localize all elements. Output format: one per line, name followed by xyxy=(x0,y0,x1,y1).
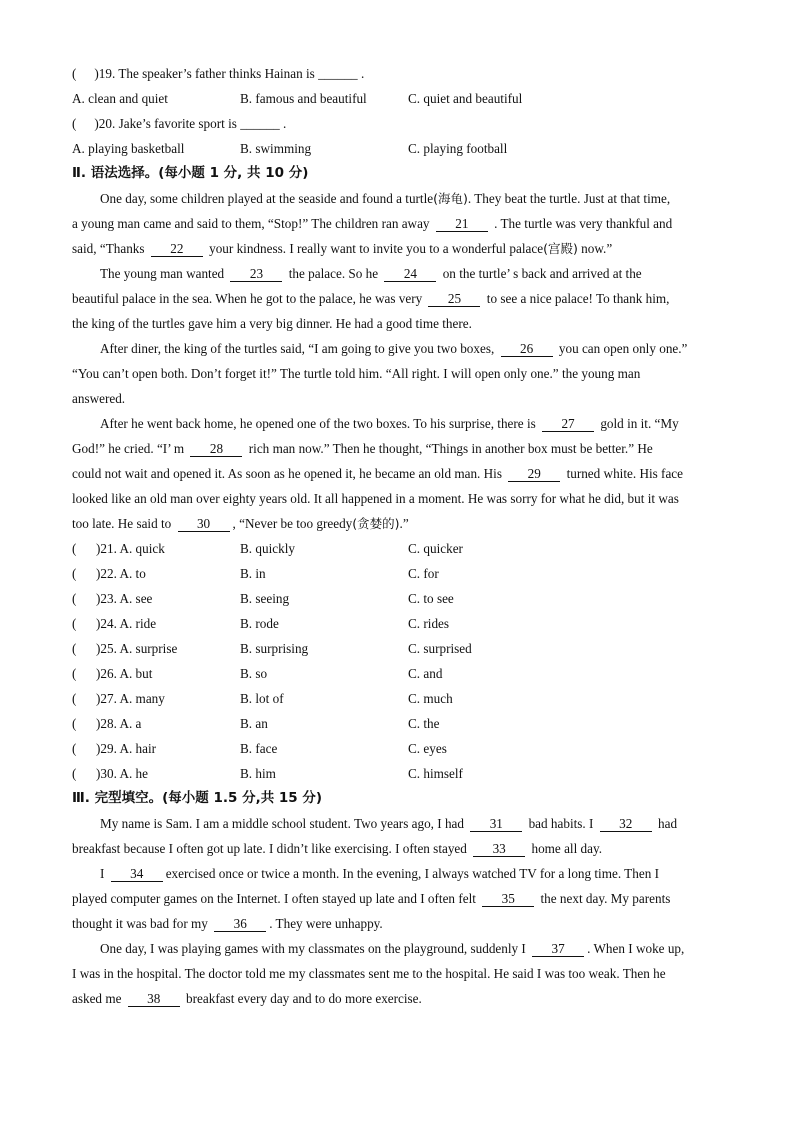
text: to see a nice palace! To thank him, xyxy=(486,291,670,306)
blank-29[interactable]: 29 xyxy=(508,466,560,482)
blank-28[interactable]: 28 xyxy=(190,441,242,457)
option-a: )24. A. ride xyxy=(96,616,157,631)
text: could not wait and opened it. As soon as he opened it, he became an old man. His xyxy=(72,466,502,481)
option-c: C. rides xyxy=(408,616,450,631)
passage-line xyxy=(100,261,724,286)
text: One day, I was playing games with my classmates on the playground, suddenly I xyxy=(100,941,526,956)
option-b: B. an xyxy=(240,716,268,731)
text: thought it was bad for my xyxy=(72,916,208,931)
passage-line: the king of the turtles gave him a very big dinner. He had a good time there. xyxy=(72,316,472,331)
passage-line xyxy=(72,236,724,261)
option-a: A. playing basketball xyxy=(72,141,185,156)
answer-paren[interactable]: ( xyxy=(72,666,77,681)
option-b: B. so xyxy=(240,666,268,681)
question-blank: ______ xyxy=(240,116,280,131)
passage-line xyxy=(72,511,724,536)
blank-23[interactable]: 23 xyxy=(230,266,282,282)
text: too late. He said to xyxy=(72,516,172,531)
option-a: A. clean and quiet xyxy=(72,91,168,106)
option-a: )29. A. hair xyxy=(96,741,157,756)
answer-paren[interactable]: ( xyxy=(72,541,77,556)
option-c: C. to see xyxy=(408,591,454,606)
option-c: C. quicker xyxy=(408,541,463,556)
answer-paren[interactable]: ( xyxy=(72,691,77,706)
passage-line: answered. xyxy=(72,391,126,406)
passage-line xyxy=(72,836,724,861)
blank-38[interactable]: 38 xyxy=(128,991,180,1007)
text: a young man came and said to them, “Stop!” The children ran away xyxy=(72,216,430,231)
question-end: . xyxy=(283,116,287,131)
passage-line xyxy=(72,286,724,311)
blank-35[interactable]: 35 xyxy=(482,891,534,907)
text: I xyxy=(100,866,105,881)
text: , “Never be too greedy xyxy=(232,516,353,531)
blank-22[interactable]: 22 xyxy=(151,241,203,257)
answer-paren[interactable]: ( xyxy=(72,641,77,656)
passage-line xyxy=(100,811,724,836)
text: After diner, the king of the turtles said, “I am going to give you two boxes, xyxy=(100,341,495,356)
option-c: C. eyes xyxy=(408,741,447,756)
answer-paren: ( xyxy=(72,66,77,81)
passage-line xyxy=(100,411,724,436)
text: asked me xyxy=(72,991,122,1006)
passage-line xyxy=(72,986,724,1011)
option-b: B. face xyxy=(240,741,278,756)
option-a: )27. A. many xyxy=(96,691,165,706)
text: . When I woke up, xyxy=(587,941,685,956)
text: the next day. My parents xyxy=(540,891,671,906)
text: God!” he cried. “I’ m xyxy=(72,441,185,456)
option-c: C. the xyxy=(408,716,440,731)
text: After he went back home, he opened one of the two boxes. To his surprise, there is xyxy=(100,416,536,431)
mc-row xyxy=(72,611,724,636)
answer-paren[interactable]: ( xyxy=(72,741,77,756)
answer-paren: ( xyxy=(72,116,77,131)
text: turned white. His face xyxy=(566,466,684,481)
mc-row xyxy=(72,736,724,761)
question-stem: The speaker’s father thinks Hainan is xyxy=(118,66,315,81)
chinese-gloss: (宫殿) xyxy=(543,241,578,256)
question-number: )20. xyxy=(94,116,116,131)
blank-34[interactable]: 34 xyxy=(111,866,163,882)
option-b: B. surprising xyxy=(240,641,309,656)
text: beautiful palace in the sea. When he got to the palace, he was very xyxy=(72,291,423,306)
option-a: )22. A. to xyxy=(96,566,146,581)
question-19 xyxy=(72,61,724,86)
section-3-title: Ⅲ. 完型填空。(每小题 1.5 分,共 15 分) xyxy=(72,790,323,806)
question-number: )19. xyxy=(94,66,116,81)
blank-37[interactable]: 37 xyxy=(532,941,584,957)
passage-line xyxy=(72,436,724,461)
option-a: )21. A. quick xyxy=(96,541,165,556)
question-stem: Jake’s favorite sport is xyxy=(118,116,237,131)
blank-36[interactable]: 36 xyxy=(214,916,266,932)
mc-row xyxy=(72,586,724,611)
passage-line xyxy=(72,911,724,936)
option-b: B. quickly xyxy=(240,541,295,556)
chinese-gloss: (海龟) xyxy=(433,191,468,206)
option-c: C. playing football xyxy=(408,141,508,156)
text: rich man now.” Then he thought, “Things in another box must be better.” He xyxy=(248,441,653,456)
blank-24[interactable]: 24 xyxy=(384,266,436,282)
option-b: B. lot of xyxy=(240,691,284,706)
passage-line: I was in the hospital. The doctor told me my classmates sent me to the hospital. He said I was too weak. Then he xyxy=(72,966,666,981)
text: bad habits. I xyxy=(528,816,594,831)
blank-30[interactable]: 30 xyxy=(178,516,230,532)
mc-row xyxy=(72,761,724,786)
text: breakfast because I often got up late. I didn’t like exercising. I often stayed xyxy=(72,841,467,856)
text: played computer games on the Internet. I often stayed up late and I often felt xyxy=(72,891,476,906)
answer-paren[interactable]: ( xyxy=(72,566,77,581)
text: . They beat the turtle. Just at that time, xyxy=(467,191,671,206)
answer-paren[interactable]: ( xyxy=(72,766,77,781)
text: exercised once or twice a month. In the evening, I always watched TV for a long time. Then I xyxy=(165,866,659,881)
blank-31[interactable]: 31 xyxy=(470,816,522,832)
text: the palace. So he xyxy=(288,266,379,281)
option-a: )26. A. but xyxy=(96,666,153,681)
option-b: B. seeing xyxy=(240,591,290,606)
chinese-gloss: (贪婪的) xyxy=(352,516,400,531)
option-b: B. him xyxy=(240,766,276,781)
blank-26[interactable]: 26 xyxy=(501,341,553,357)
passage-line xyxy=(100,186,724,211)
blank-21[interactable]: 21 xyxy=(436,216,488,232)
option-b: B. in xyxy=(240,566,266,581)
text: . They were unhappy. xyxy=(269,916,383,931)
option-c: C. and xyxy=(408,666,443,681)
text: The young man wanted xyxy=(100,266,225,281)
passage-line xyxy=(72,211,724,236)
passage-line: looked like an old man over eighty years old. It all happened in a moment. He was sorry for what he did, but it was xyxy=(72,491,679,506)
option-a: )30. A. he xyxy=(96,766,149,781)
mc-row xyxy=(72,661,724,686)
blank-32[interactable]: 32 xyxy=(600,816,652,832)
text: had xyxy=(658,816,678,831)
question-blank: ______ xyxy=(318,66,358,81)
option-a: )25. A. surprise xyxy=(96,641,178,656)
option-a: )23. A. see xyxy=(96,591,153,606)
option-b: B. swimming xyxy=(240,141,312,156)
question-20 xyxy=(72,111,724,136)
text: said, “Thanks xyxy=(72,241,145,256)
option-c: C. for xyxy=(408,566,439,581)
options-19 xyxy=(72,86,724,111)
mc-row xyxy=(72,536,724,561)
mc-row xyxy=(72,561,724,586)
blank-25[interactable]: 25 xyxy=(428,291,480,307)
passage-line xyxy=(72,461,724,486)
options-20 xyxy=(72,136,724,161)
blank-33[interactable]: 33 xyxy=(473,841,525,857)
text: breakfast every day and to do more exercise. xyxy=(186,991,422,1006)
option-c: C. surprised xyxy=(408,641,472,656)
mc-row xyxy=(72,711,724,736)
passage-line xyxy=(100,936,724,961)
answer-paren[interactable]: ( xyxy=(72,591,77,606)
passage-line xyxy=(100,861,724,886)
passage-line xyxy=(100,336,724,361)
mc-row xyxy=(72,686,724,711)
option-c: C. much xyxy=(408,691,453,706)
option-b: B. rode xyxy=(240,616,279,631)
passage-line: “You can’t open both. Don’t forget it!” The turtle told him. “All right. I will open only one.” the young man xyxy=(72,366,641,381)
text: One day, some children played at the seaside and found a turtle xyxy=(100,191,434,206)
question-end: . xyxy=(360,66,365,81)
option-a: )28. A. a xyxy=(96,716,142,731)
mc-row xyxy=(72,636,724,661)
passage-line xyxy=(72,886,724,911)
text: now.” xyxy=(581,241,613,256)
text: My name is Sam. I am a middle school student. Two years ago, I had xyxy=(100,816,464,831)
text: home all day. xyxy=(531,841,603,856)
option-c: C. himself xyxy=(408,766,463,781)
blank-27[interactable]: 27 xyxy=(542,416,594,432)
text: on the turtle’ s back and arrived at the xyxy=(442,266,642,281)
text: .” xyxy=(399,516,409,531)
answer-paren[interactable]: ( xyxy=(72,616,77,631)
answer-paren[interactable]: ( xyxy=(72,716,77,731)
option-c: C. quiet and beautiful xyxy=(408,91,523,106)
text: you can open only one.” xyxy=(558,341,688,356)
option-b: B. famous and beautiful xyxy=(240,91,367,106)
section-2-title: Ⅱ. 语法选择。(每小题 1 分, 共 10 分) xyxy=(72,165,309,181)
text: your kindness. I really want to invite you to a wonderful palace xyxy=(209,241,544,256)
text: . The turtle was very thankful and xyxy=(494,216,673,231)
text: gold in it. “My xyxy=(600,416,679,431)
